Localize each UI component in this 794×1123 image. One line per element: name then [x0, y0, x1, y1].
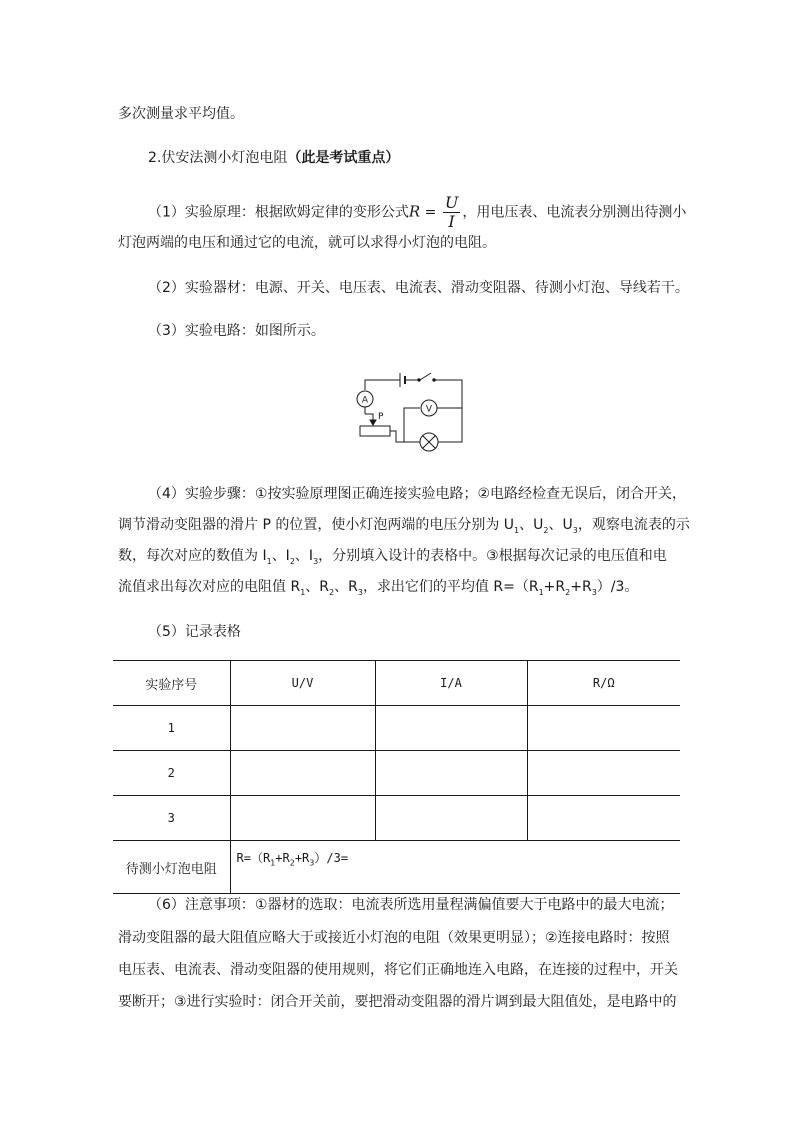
header-trial-no: 实验序号: [113, 661, 230, 706]
steps-line-3: 数，每次对应的数值为 $I_1$、$I_2$、$I_3$，分别填入设计的表格中。③根据每次记录的电压值和电: [118, 548, 667, 566]
row-number: 1: [113, 706, 230, 751]
cell-voltage: [230, 751, 375, 796]
cell-voltage: [230, 706, 375, 751]
summary-formula: $R=(R_1+R_2+R_3)/3=$: [230, 841, 680, 894]
table-caption: （5）记录表格: [148, 624, 241, 640]
ammeter-label: A: [361, 395, 369, 406]
table-summary-row: [113, 841, 680, 894]
table-row: [113, 796, 680, 841]
cell-resistance: [527, 706, 680, 751]
cell-current: [375, 706, 527, 751]
row-number: 2: [113, 751, 230, 796]
table-row: [113, 751, 680, 796]
slider-label: P: [378, 412, 384, 422]
notes-line-3: 电压表、电流表、滑动变阻器的使用规则，将它们正确地连入电路，在连接的过程中，开关: [118, 962, 678, 978]
cell-current: [375, 751, 527, 796]
principle-line-2: 灯泡两端的电压和通过它的电流，就可以求得小灯泡的电阻。: [118, 235, 496, 251]
steps-line-1: （4）实验步骤：①按实验原理图正确连接实验电路；②电路经检查无误后，闭合开关，: [148, 486, 687, 502]
formula-fraction: [443, 194, 460, 231]
formula-denominator: I: [448, 212, 455, 231]
header-current: I/A: [375, 661, 527, 706]
formula-lhs: R: [408, 202, 421, 221]
principle-suffix: ，用电压表、电流表分别测出待测小: [462, 204, 687, 221]
principle-prefix: （1）实验原理：根据欧姆定律的变形公式: [148, 204, 409, 221]
formula-equals: =: [420, 204, 441, 221]
record-table: [113, 660, 680, 894]
notes-line-2: 滑动变阻器的最大阻值应略大于或接近小灯泡的电阻（效果更明显）；②连接电路时：按照: [118, 930, 670, 946]
row-number: 3: [113, 796, 230, 841]
switch-blade: [420, 373, 431, 380]
circuit-caption: （3）实验电路：如图所示。: [148, 323, 325, 339]
formula-numerator: U: [444, 193, 459, 212]
rheostat-body: [360, 426, 390, 436]
paragraph-intro: 多次测量求平均值。: [118, 106, 244, 122]
cell-resistance: [527, 796, 680, 841]
section-title: [148, 148, 399, 168]
principle-line-1: [148, 194, 686, 231]
cell-current: [375, 796, 527, 841]
steps-line-4: 流值求出每次对应的电阻值 $R_1$、$R_2$、$R_3$，求出它们的平均值 $R=(R_1+R_2+R_3)/3$。: [118, 579, 639, 597]
voltmeter-label: V: [425, 404, 433, 415]
summary-label: 待测小灯泡电阻: [113, 841, 230, 894]
table-row: [113, 706, 680, 751]
equipment-paragraph: （2）实验器材：电源、开关、电压表、电流表、滑动变阻器、待测小灯泡、导线若干。: [148, 280, 689, 296]
notes-line-4: 要断开；③进行实验时：闭合开关前，要把滑动变阻器的滑片调到最大阻值处，是电路中的: [118, 994, 677, 1010]
notes-line-1: （6）注意事项：①器材的选取：电流表所选用量程满偏值要大于电路中的最大电流；: [148, 897, 674, 913]
cell-voltage: [230, 796, 375, 841]
steps-line-2: 调节滑动变阻器的滑片 P 的位置，使小灯泡两端的电压分别为 $U_1$、$U_2$、$U_3$，观察电流表的示: [118, 517, 690, 535]
header-voltage: U/V: [230, 661, 375, 706]
section-title-text: 2.伏安法测小灯泡电阻: [148, 150, 288, 166]
circuit-diagram: [350, 368, 470, 452]
table-header-row: [113, 661, 680, 706]
cell-resistance: [527, 751, 680, 796]
section-title-emphasis: （此是考试重点）: [287, 150, 400, 166]
header-resistance: R/Ω: [527, 661, 680, 706]
